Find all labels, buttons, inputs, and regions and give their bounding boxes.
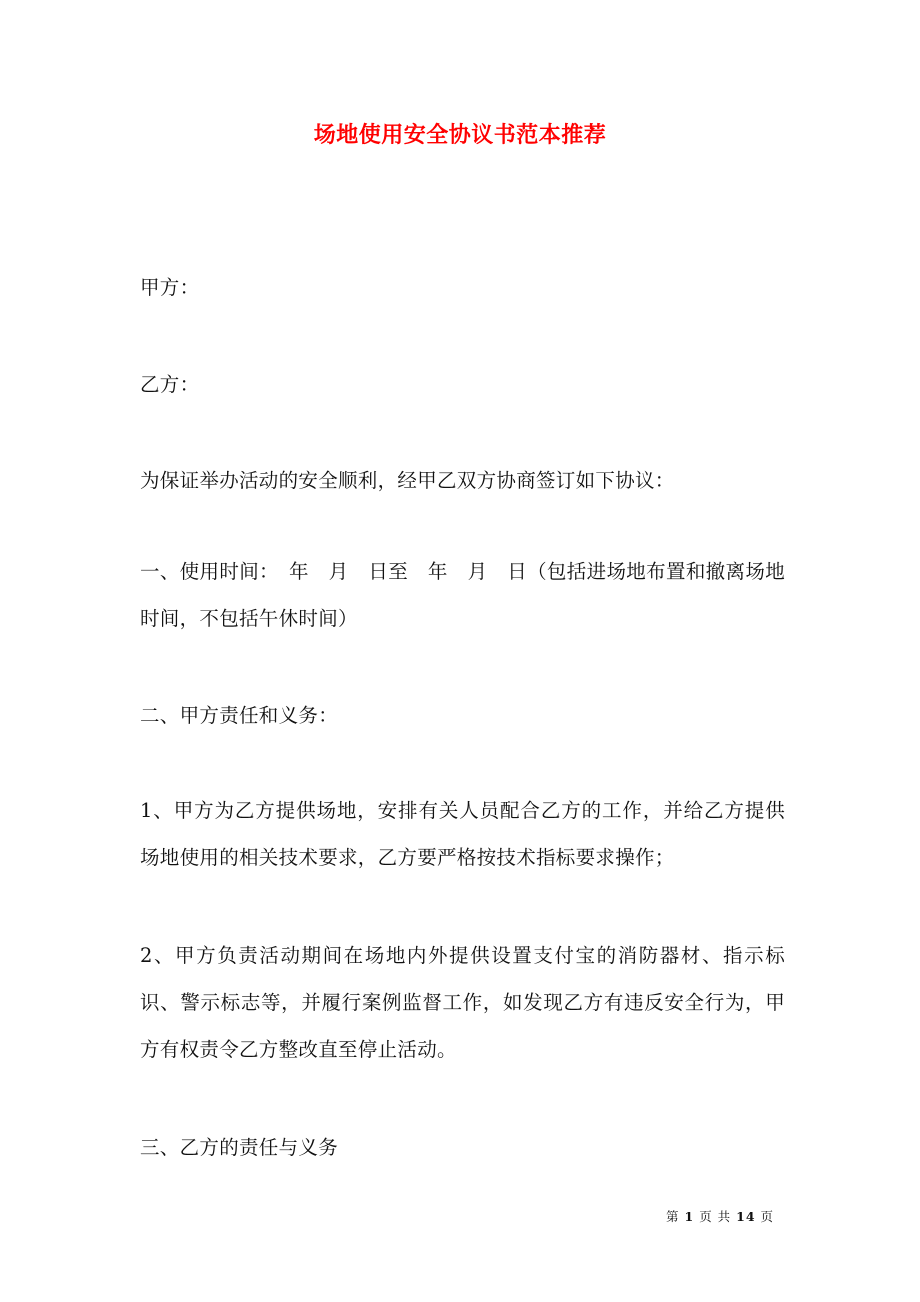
page-footer (666, 1207, 786, 1225)
section-1-usage-time: 一、使用时间： 年 月 日至 年 月 日（包括进场地布置和撤离场地时间，不包括午休时间） (140, 560, 785, 630)
footer-middle: 页 共 (699, 1209, 732, 1224)
footer-current-page: 1 (684, 1209, 695, 1224)
section-2-item-1: 1、甲方为乙方提供场地，安排有关人员配合乙方的工作，并给乙方提供场地使用的相关技术要求，乙方要严格按技术指标要求操作； (140, 799, 785, 869)
footer-prefix: 第 (666, 1209, 680, 1224)
footer-suffix: 页 (760, 1209, 775, 1224)
section-2-heading: 二、甲方责任和义务： (140, 704, 339, 727)
section-2-item-2: 2、甲方负责活动期间在场地内外提供设置支付宝的消防器材、指示标识、警示标志等，并履行案例监督工作，如发现乙方有违反安全行为，甲方有权责令乙方整改直至停止活动。 (140, 944, 785, 1061)
intro-paragraph: 为保证举办活动的安全顺利，经甲乙双方协商签订如下协议： (140, 469, 675, 492)
party-a-line: 甲方： (140, 276, 200, 299)
party-b-line: 乙方： (140, 373, 200, 396)
footer-total-pages: 14 (736, 1209, 756, 1224)
document-title: 场地使用安全协议书范本推荐 (313, 122, 607, 148)
section-3-heading: 三、乙方的责任与义务 (140, 1136, 339, 1159)
